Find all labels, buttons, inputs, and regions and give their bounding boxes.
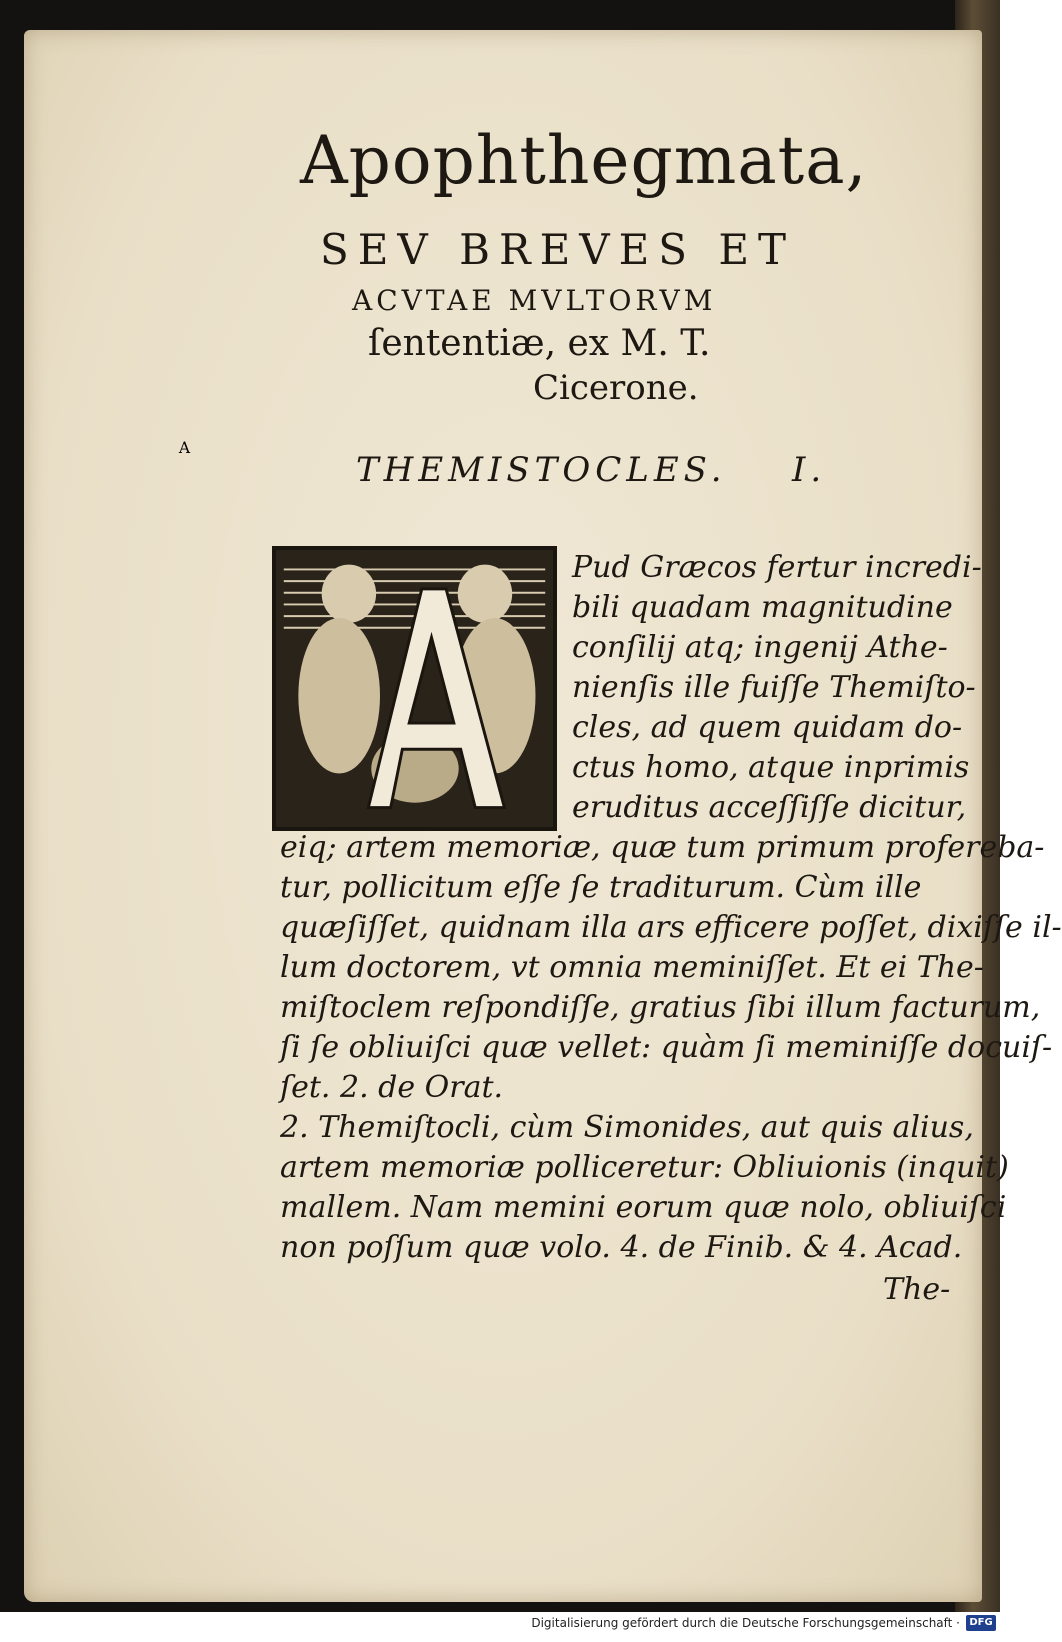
- text-line: ctus homo, atque inprimis: [572, 750, 970, 785]
- text-line: tur, pollicitum eſſe ſe traditurum. Cùm ille: [280, 870, 922, 905]
- subtitle-line-4: Cicerone.: [533, 368, 699, 408]
- text-line: artem memoriæ polliceretur: Obliuionis (inquit): [280, 1150, 1009, 1185]
- text-line: lum doctorem, vt omnia meminiſſet. Et ei The-: [280, 950, 984, 985]
- text-line: miſtoclem reſpondiſſe, gratius ſibi illum facturum,: [280, 990, 1041, 1025]
- dfg-logo: DFG: [966, 1615, 996, 1631]
- text-line: conſilij atq; ingenij Athe-: [572, 630, 948, 665]
- text-line: cles, ad quem quidam do-: [572, 710, 963, 745]
- text-line: eruditus acceſſiſſe dicitur,: [572, 790, 967, 825]
- section-heading-name: THEMISTOCLES.: [356, 450, 727, 490]
- subtitle-line-1: SEV BREVES ET: [320, 225, 796, 274]
- text-line: 2. Themiſtocli, cùm Simonides, aut quis alius,: [280, 1110, 974, 1145]
- subtitle-line-3: ſententiæ, ex M. T.: [368, 323, 711, 364]
- text-line: quæſiſſet, quidnam illa ars efficere poſſet, dixiſſe il-: [280, 910, 1062, 945]
- text-line: ſi ſe obliuiſci quæ vellet: quàm ſi meminiſſe docuiſ-: [280, 1030, 1053, 1065]
- footer-credit: Digitalisierung gefördert durch die Deutsche Forschungsgemeinschaft ·: [531, 1616, 960, 1630]
- subtitle-line-2: ACVTAE MVLTORVM: [352, 284, 717, 317]
- text-line: nienſis ille fuiſſe Themiſto-: [572, 670, 976, 705]
- section-heading: [356, 450, 916, 490]
- text-line: bili quadam magnitudine: [572, 590, 953, 625]
- text-line: eiq; artem memoriæ, quæ tum primum proferebа-: [280, 830, 1045, 865]
- text-line: non poſſum quæ volo. 4. de Finib. & 4. Acad.: [280, 1230, 963, 1265]
- text-line: mallem. Nam memini eorum quæ nolo, obliuiſci: [280, 1190, 1007, 1225]
- section-number: I.: [792, 450, 827, 490]
- initial-letter: A: [178, 438, 191, 457]
- catchword: The-: [883, 1272, 951, 1307]
- text-line: Pud Græcos fertur incredi-: [572, 550, 982, 585]
- text-line: ſet. 2. de Orat.: [280, 1070, 504, 1105]
- page-title: Apophthegmata,: [300, 122, 868, 199]
